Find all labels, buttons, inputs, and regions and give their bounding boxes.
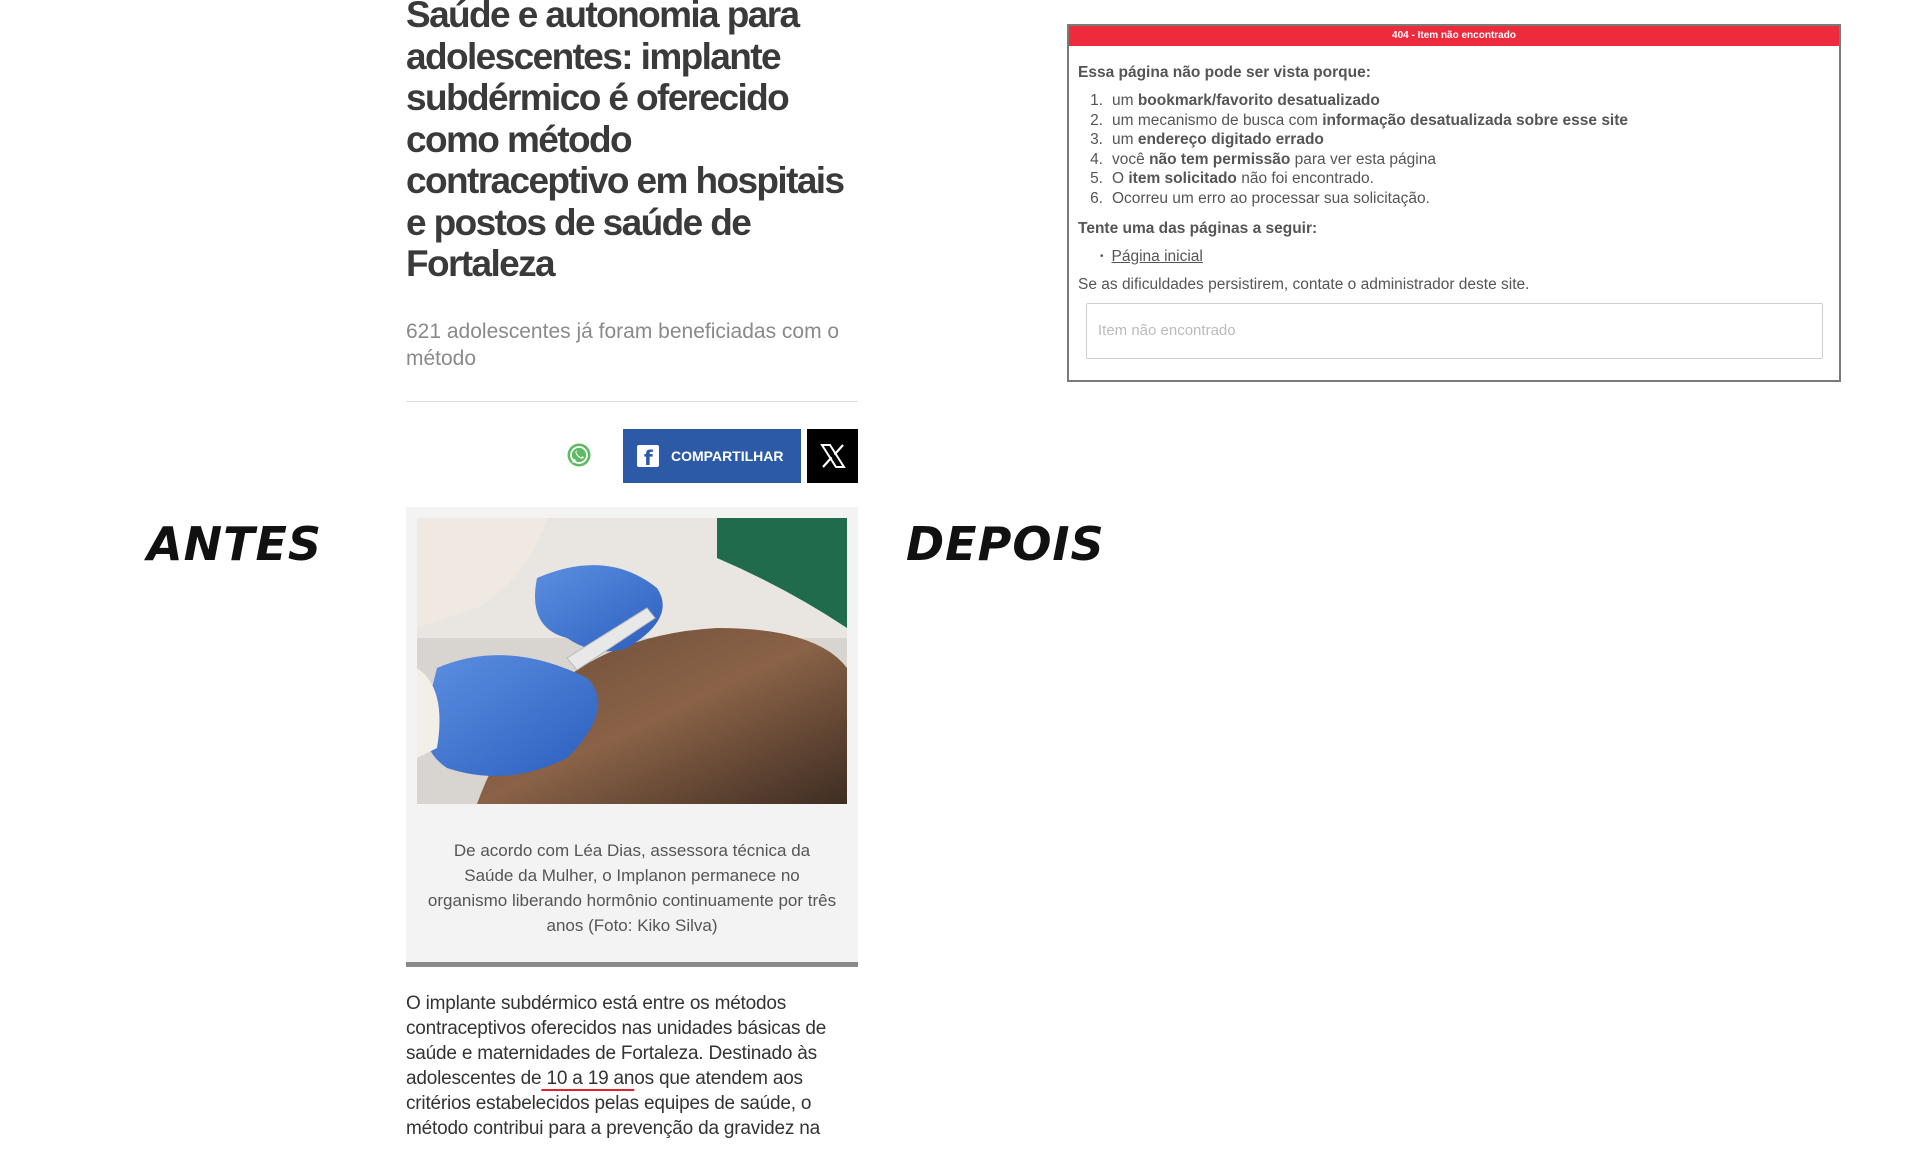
- reason-text-pre: um mecanismo de busca com: [1112, 111, 1323, 129]
- x-share-button[interactable]: [807, 429, 858, 483]
- article-headline: Saúde e autonomia para adolescentes: implante subdérmico é oferecido como método contraceptivo em hospitais e postos de saúde de Fortaleza: [406, 0, 844, 284]
- error-title-bar: 404 - Item não encontrado: [1069, 26, 1839, 46]
- reason-text-pre: Ocorreu um erro ao processar sua solicitação.: [1112, 189, 1430, 207]
- reason-text-post: para ver esta página: [1290, 150, 1436, 168]
- whatsapp-icon[interactable]: [566, 442, 592, 468]
- reason-number: 4.: [1090, 150, 1103, 168]
- list-item: [1100, 247, 1830, 266]
- reason-text-bold: não tem permissão: [1149, 150, 1291, 168]
- reason-text-bold: endereço digitado errado: [1137, 131, 1324, 149]
- x-logo-icon: [819, 442, 847, 470]
- reason-text-bold: informação desatualizada sobre esse site: [1322, 111, 1629, 129]
- error-404-panel: [1067, 24, 1841, 382]
- reason-item: [1078, 111, 1830, 131]
- reason-number: 2.: [1090, 111, 1103, 129]
- article-subheadline: 621 adolescentes já foram beneficiadas com o método: [406, 319, 840, 370]
- reason-item: [1078, 169, 1830, 189]
- after-label: DEPOIS: [906, 517, 1105, 571]
- reason-text-pre: um: [1112, 131, 1138, 149]
- reason-text: [1112, 91, 1380, 111]
- reason-item: [1078, 189, 1830, 209]
- search-field[interactable]: [1086, 303, 1823, 359]
- reason-text: [1112, 111, 1628, 131]
- image-caption: De acordo com Léa Dias, assessora técnica da Saúde da Mulher, o Implanon permanece no organismo liberando hormônio continuamente por três anos (Foto: Kiko Silva): [427, 840, 837, 935]
- reason-text: [1112, 130, 1324, 150]
- suggested-pages-list: [1078, 247, 1830, 266]
- reason-number: 1.: [1090, 92, 1103, 109]
- reason-text-pre: você: [1112, 150, 1150, 168]
- reason-text: [1112, 169, 1374, 189]
- reason-text: [1112, 189, 1430, 209]
- reason-number: 3.: [1090, 131, 1103, 149]
- reason-text: [1112, 150, 1436, 170]
- reason-text-bold: item solicitado: [1128, 170, 1237, 188]
- divider: [406, 401, 858, 402]
- reason-text-bold: bookmark/favorito desatualizado: [1137, 92, 1380, 109]
- search-input[interactable]: [1096, 321, 1813, 340]
- body-text-end: os que atendem aos critérios estabelecidos pelas equipes de saúde, o método contribui para a prevenção da gravidez na: [406, 1067, 820, 1139]
- reason-number: 5.: [1090, 170, 1103, 188]
- article-photo: [417, 518, 847, 804]
- facebook-icon: f: [637, 445, 659, 467]
- error-content: [1069, 46, 1839, 359]
- highlighted-age-range: 10 a 19 an: [541, 1067, 635, 1089]
- error-reasons-list: [1078, 91, 1830, 209]
- body-text-start: O implante subdérmico está entre os métodos contraceptivos oferecidos nas unidades básicas de saúde e maternidades de Fortaleza. Destinado às adolescentes de: [406, 992, 827, 1089]
- reason-number: 6.: [1090, 189, 1103, 207]
- facebook-share-button[interactable]: [623, 429, 801, 483]
- share-bar: [406, 429, 858, 485]
- reason-text-pre: um: [1112, 92, 1138, 109]
- article-figure: [406, 507, 858, 967]
- reason-text-pre: O: [1112, 170, 1129, 188]
- facebook-share-label: COMPARTILHAR: [671, 447, 784, 464]
- reason-item: [1078, 91, 1830, 111]
- news-article: [406, 0, 858, 1160]
- error-heading: Essa página não pode ser vista porque:: [1078, 64, 1371, 81]
- reason-item: [1078, 150, 1830, 170]
- article-body: [406, 991, 858, 1141]
- reason-item: [1078, 130, 1830, 150]
- try-pages-heading: Tente uma das páginas a seguir:: [1078, 219, 1318, 237]
- reason-text-post: não foi encontrado.: [1236, 170, 1374, 188]
- bullet-icon: •: [1100, 250, 1104, 262]
- home-page-link[interactable]: Página inicial: [1111, 247, 1203, 265]
- contact-admin-note: Se as dificuldades persistirem, contate o administrador deste site.: [1078, 275, 1530, 293]
- before-label: ANTES: [147, 517, 323, 571]
